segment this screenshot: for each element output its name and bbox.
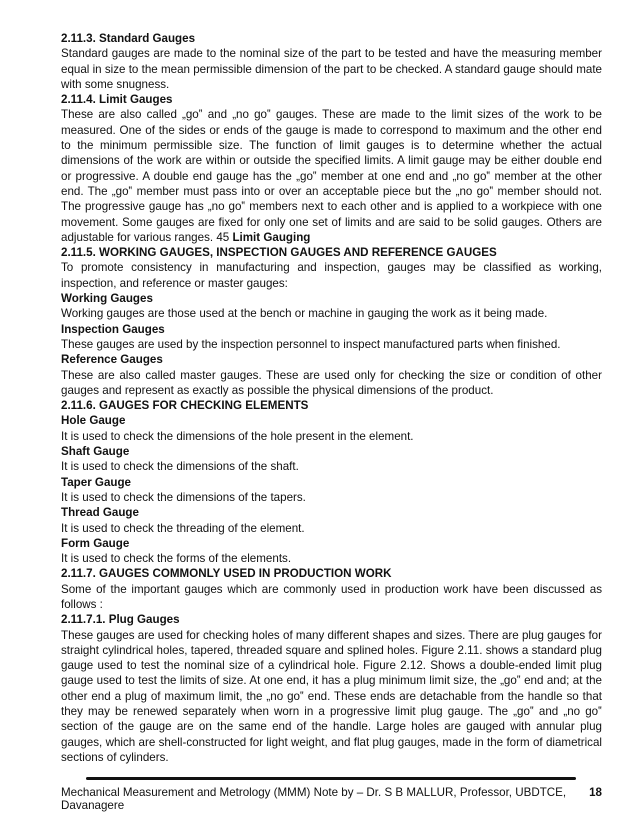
- section-heading: [61, 505, 602, 520]
- heading-text: Shaft Gauge: [61, 445, 130, 459]
- section-heading: [61, 612, 602, 627]
- heading-text: Form Gauge: [61, 536, 130, 550]
- section-heading: [61, 92, 602, 107]
- heading-text: Reference Gauges: [61, 353, 163, 367]
- section-heading: [61, 31, 602, 46]
- paragraph: [61, 46, 602, 92]
- section-heading: [61, 398, 602, 413]
- heading-text: 2.11.5. WORKING GAUGES, INSPECTION GAUGES AND REFERENCE GAUGES: [61, 246, 497, 260]
- paragraph: [61, 368, 602, 399]
- heading-text: Thread Gauge: [61, 506, 139, 520]
- footer-divider: [86, 777, 576, 780]
- heading-text: Working Gauges: [61, 292, 153, 306]
- inline-bold-heading: Limit Gauging: [232, 230, 311, 244]
- page-footer: [61, 786, 602, 812]
- heading-text: 2.11.6. GAUGES FOR CHECKING ELEMENTS: [61, 399, 309, 413]
- paragraph-text: It is used to check the dimensions of the tapers.: [61, 490, 306, 504]
- page-number: 18: [589, 786, 602, 799]
- paragraph-text: Working gauges are those used at the bench or machine in gauging the work as it being made.: [61, 307, 548, 321]
- paragraph-text: These gauges are used by the inspection personnel to inspect manufactured parts when finished.: [61, 337, 561, 351]
- section-heading: [61, 475, 602, 490]
- section-heading: [61, 245, 602, 260]
- paragraph: [61, 107, 602, 245]
- paragraph-text: It is used to check the forms of the elements.: [61, 552, 292, 566]
- heading-text: Taper Gauge: [61, 475, 132, 489]
- paragraph: [61, 429, 602, 444]
- paragraph: [61, 459, 602, 474]
- section-heading: [61, 566, 602, 581]
- heading-text: 2.11.7.1. Plug Gauges: [61, 613, 180, 627]
- paragraph: [61, 490, 602, 505]
- paragraph: [61, 306, 602, 321]
- document-body: [61, 31, 602, 765]
- section-heading: [61, 352, 602, 367]
- section-heading: [61, 444, 602, 459]
- paragraph-text: These are also called master gauges. These are used only for checking the size or condition of other gauges and represent as exactly as possible the physical dimensions of the product.: [61, 368, 602, 397]
- section-heading: [61, 322, 602, 337]
- paragraph-text: To promote consistency in manufacturing and inspection, gauges may be classified as working, inspection, and reference or master gauges:: [61, 261, 602, 290]
- paragraph: [61, 521, 602, 536]
- heading-text: 2.11.4. Limit Gauges: [61, 93, 173, 107]
- heading-text: 2.11.3. Standard Gauges: [61, 32, 196, 45]
- section-heading: [61, 413, 602, 428]
- paragraph: [61, 551, 602, 566]
- paragraph: [61, 260, 602, 291]
- heading-text: 2.11.7. GAUGES COMMONLY USED IN PRODUCTION WORK: [61, 567, 392, 581]
- paragraph: [61, 628, 602, 766]
- paragraph-text: It is used to check the dimensions of the hole present in the element.: [61, 429, 414, 443]
- paragraph-text: It is used to check the dimensions of the shaft.: [61, 460, 299, 474]
- section-heading: [61, 536, 602, 551]
- paragraph-text: These are also called „go‟ and „no go‟ gauges. These are made to the limit sizes of the work to be measured. One of the sides or ends of the gauge is made to correspond to maximum and the other end to the minimum permissible size. The function of limit gauges is to determine whether the actual dimensions of the work are within or outside the specified limits. A limit gauge may be either double end or progressive. A double end gauge has the „go‟ member at one end and „no go‟ member at the other end. The „go‟ member must pass into or over an acceptable piece but the „no go‟ member should not. The progressive gauge has „no go‟ members next to each other and is applied to a workpiece with one movement. Some gauges are fixed for only one set of limits and are said to be solid gauges. Others are adjustable for various ranges. 45: [61, 108, 602, 244]
- paragraph: [61, 337, 602, 352]
- footer-text: Mechanical Measurement and Metrology (MMM) Note by – Dr. S B MALLUR, Professor, UBDTCE, Davanagere: [61, 786, 567, 812]
- paragraph-text: Standard gauges are made to the nominal size of the part to be tested and have the measuring member equal in size to the mean permissible dimension of the part to be checked. A standard gauge should mate with some snugness.: [61, 47, 602, 91]
- paragraph: [61, 582, 602, 613]
- heading-text: Inspection Gauges: [61, 322, 165, 336]
- paragraph-text: It is used to check the threading of the element.: [61, 521, 305, 535]
- paragraph-text: Some of the important gauges which are commonly used in production work have been discussed as follows :: [61, 582, 602, 611]
- section-heading: [61, 291, 602, 306]
- heading-text: Hole Gauge: [61, 414, 126, 428]
- paragraph-text: These gauges are used for checking holes of many different shapes and sizes. There are plug gauges for straight cylindrical holes, tapered, threaded square and splined holes. Figure 2.11. shows a standard plug gauge used to test the nominal size of a cylindrical hole. Figure 2.12. Shows a double-ended limit plug gauge used to test the limits of size. At one end, it has a plug minimum limit size, the „go‟ end and; at the other end a plug of maximum limit, the „no go‟ end. These ends are detachable from the handle so that they may be renewed separately when worn in a progressive limit plug gauge. The „go‟ and „no go‟ section of the gauge are on the same end of the handle. Large holes are gauged with annular plug gauges, which are shell-constructed for light weight, and flat plug gauges, made in the form of diametrical sections of cylinders.: [61, 628, 602, 764]
